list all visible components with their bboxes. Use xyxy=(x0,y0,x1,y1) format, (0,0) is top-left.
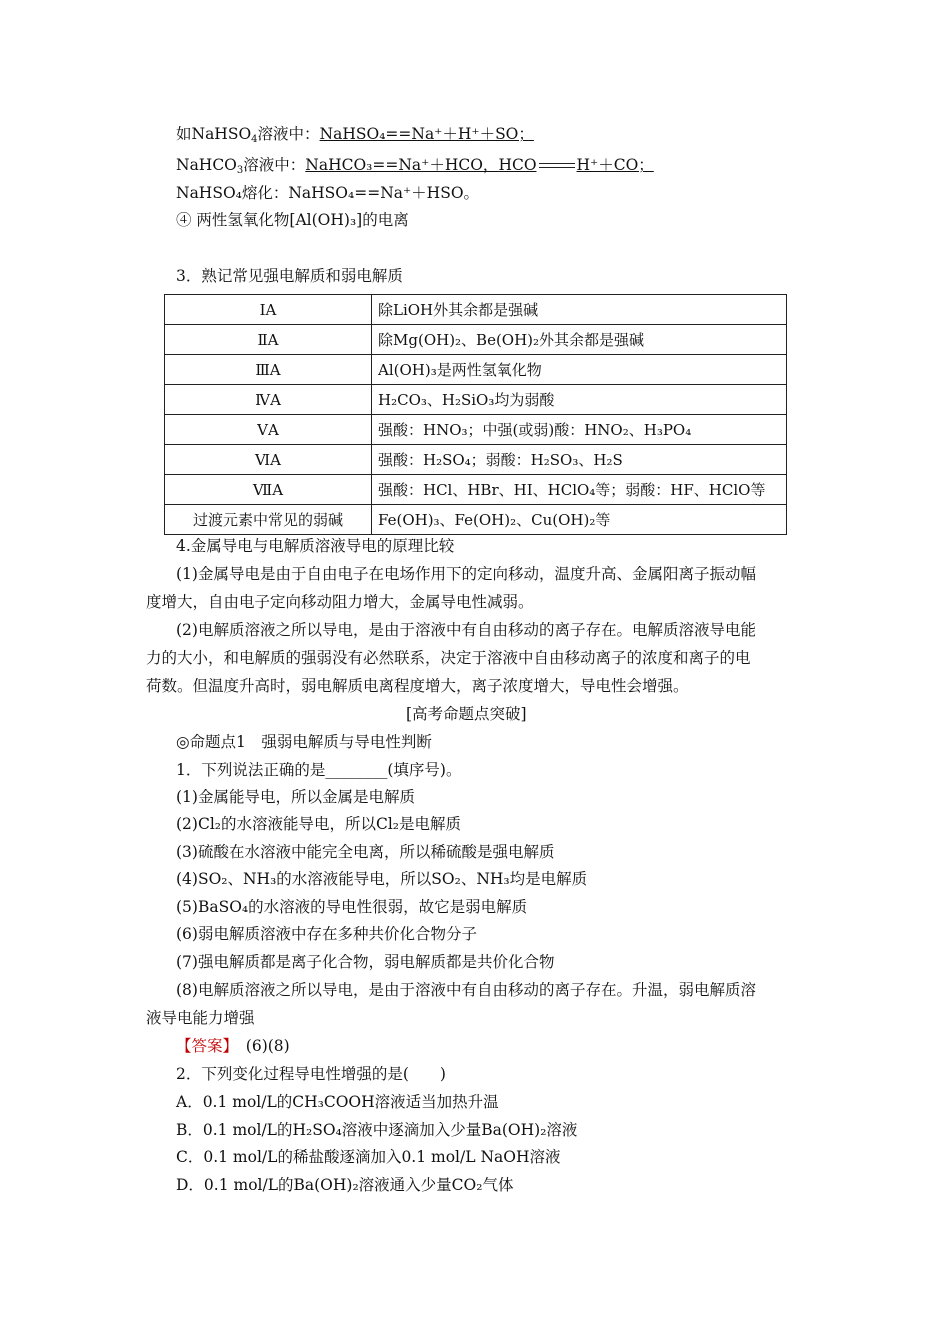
desc-cell: 除Mg(OH)₂、Be(OH)₂外其余都是强碱 xyxy=(372,325,787,355)
amphoteric-hydroxide-line: ④ 两性氢氧化物[Al(OH)₃]的电离 xyxy=(176,211,409,229)
question-item: (2)Cl₂的水溶液能导电，所以Cl₂是电解质 xyxy=(176,815,462,833)
option-d: D．0.1 mol/L的Ba(OH)₂溶液通入少量CO₂气体 xyxy=(176,1176,514,1194)
question-2-stem: 2．下列变化过程导电性增强的是( ) xyxy=(176,1065,446,1083)
paragraph-line: (1)金属导电是由于自由电子在电场作用下的定向移动，温度升高、金属阳离子振动幅 xyxy=(176,565,756,583)
table-row xyxy=(165,325,787,355)
paragraph-line: 力的大小，和电解质的强弱没有必然联系，决定于溶液中自由移动离子的浓度和离子的电 xyxy=(146,649,751,667)
answer-value: (6)(8) xyxy=(245,1037,290,1055)
answer-label: 【答案】 xyxy=(176,1037,231,1055)
question-item-continued: 液导电能力增强 xyxy=(146,1009,255,1027)
table-row xyxy=(165,475,787,505)
question-item: (7)强电解质都是离子化合物，弱电解质都是共价化合物 xyxy=(176,953,555,971)
group-cell: ⅢA xyxy=(165,355,372,385)
text: 溶液中： xyxy=(257,125,320,143)
group-cell: ⅣA xyxy=(165,385,372,415)
desc-cell: 强酸：HNO₃；中强(或弱)酸：HNO₂、H₃PO₄ xyxy=(372,415,787,445)
paragraph-line: 荷数。但温度升高时，弱电解质电离程度增大，离子浓度增大，导电性会增强。 xyxy=(146,677,689,695)
equation: NaHCO₃==Na⁺＋HCO， xyxy=(305,156,499,174)
subscript: 4 xyxy=(251,134,258,145)
desc-cell: H₂CO₃、H₂SiO₃均为弱酸 xyxy=(372,385,787,415)
ionization-line-nahco3-solution xyxy=(176,154,654,176)
option-a: A．0.1 mol/L的CH₃COOH溶液适当加热升温 xyxy=(176,1093,499,1111)
question-item: (8)电解质溶液之所以导电，是由于溶液中有自由移动的离子存在。升温，弱电解质溶 xyxy=(176,981,756,999)
group-cell: ⅦA xyxy=(165,475,372,505)
subscript: 3 xyxy=(236,165,244,176)
equation: H⁺＋CO； xyxy=(576,156,654,174)
text: 溶液中： xyxy=(243,156,306,174)
group-cell: ⅠA xyxy=(165,295,372,325)
table-row xyxy=(165,295,787,325)
desc-cell: Al(OH)₃是两性氢氧化物 xyxy=(372,355,787,385)
equilibrium-arrow-icon xyxy=(537,160,577,172)
question-item: (3)硫酸在水溶液中能完全电离，所以稀硫酸是强电解质 xyxy=(176,843,555,861)
section-heading: [高考命题点突破] xyxy=(406,705,527,723)
group-cell: 过渡元素中常见的弱碱 xyxy=(165,505,372,535)
equation: NaHSO₄==Na⁺＋H⁺＋SO； xyxy=(319,125,534,143)
section-4-title: 4.金属导电与电解质溶液导电的原理比较 xyxy=(176,537,455,555)
question-1-stem: 1．下列说法正确的是________(填序号)。 xyxy=(176,761,462,779)
desc-cell: 强酸：H₂SO₄；弱酸：H₂SO₃、H₂S xyxy=(372,445,787,475)
group-cell: ⅤA xyxy=(165,415,372,445)
group-cell: ⅥA xyxy=(165,445,372,475)
paragraph-line: 度增大，自由电子定向移动阻力增大，金属导电性减弱。 xyxy=(146,593,534,611)
text: 如NaHSO xyxy=(176,125,252,143)
option-b: B．0.1 mol/L的H₂SO₄溶液中逐滴加入少量Ba(OH)₂溶液 xyxy=(176,1121,578,1139)
section-3-title: 3．熟记常见强电解质和弱电解质 xyxy=(176,267,403,285)
electrolyte-reference-table xyxy=(164,294,787,535)
equation: HCO xyxy=(498,156,537,174)
question-item: (6)弱电解质溶液中存在多种共价化合物分子 xyxy=(176,925,477,943)
table-row xyxy=(165,385,787,415)
table-row xyxy=(165,415,787,445)
desc-cell: 强酸：HCl、HBr、HI、HClO₄等；弱酸：HF、HClO等 xyxy=(372,475,787,505)
ionization-line-nahso4-melt: NaHSO₄熔化：NaHSO₄==Na⁺＋HSO。 xyxy=(176,184,480,202)
paragraph-line: (2)电解质溶液之所以导电，是由于溶液中有自由移动的离子存在。电解质溶液导电能 xyxy=(176,621,756,639)
option-c: C．0.1 mol/L的稀盐酸逐滴加入0.1 mol/L NaOH溶液 xyxy=(176,1148,561,1166)
table-row xyxy=(165,445,787,475)
answer-line xyxy=(176,1035,290,1057)
table-row xyxy=(165,355,787,385)
desc-cell: 除LiOH外其余都是强碱 xyxy=(372,295,787,325)
question-item: (1)金属能导电，所以金属是电解质 xyxy=(176,788,415,806)
group-cell: ⅡA xyxy=(165,325,372,355)
proposition-point-title: ◎命题点1 强弱电解质与导电性判断 xyxy=(176,733,432,751)
text: NaHCO xyxy=(176,156,237,174)
desc-cell: Fe(OH)₃、Fe(OH)₂、Cu(OH)₂等 xyxy=(372,505,787,535)
question-item: (5)BaSO₄的水溶液的导电性很弱，故它是弱电解质 xyxy=(176,898,528,916)
ionization-line-nahso4-solution xyxy=(176,123,534,145)
table-row xyxy=(165,505,787,535)
question-item: (4)SO₂、NH₃的水溶液能导电，所以SO₂、NH₃均是电解质 xyxy=(176,870,588,888)
